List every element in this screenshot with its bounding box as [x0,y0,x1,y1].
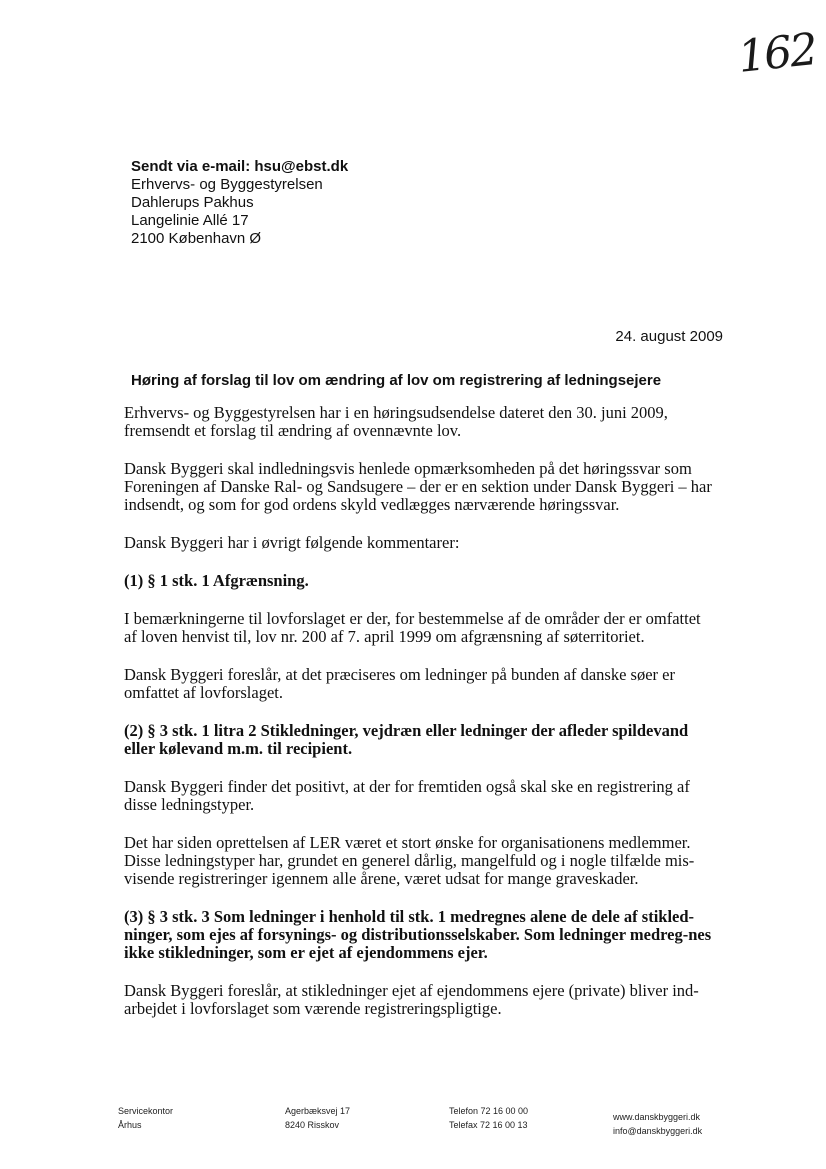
paragraph-section-1b: Dansk Byggeri foreslår, at det præciseres om ledninger på bunden af danske søer er omfattet af lovforslaget. [124,665,675,702]
footer-street: Agerbæksvej 17 [285,1106,351,1116]
footer-fax: Telefax 72 16 00 13 [449,1120,528,1130]
section-heading-2: (2) § 3 stk. 1 litra 2 Stikledninger, vejdræn eller ledninger der afleder spildevand eller kølevand m.m. til recipient. [124,721,689,758]
footer-office [118,1104,173,1132]
footer-office-city: Århus [118,1120,142,1130]
paragraph-comments-intro: Dansk Byggeri har i øvrigt følgende kommentarer: [124,533,460,552]
paragraph-section-2b: Det har siden oprettelsen af LER været et stort ønske for organisationens medlemmer. Disse ledningstyper har, grundet en generel dårlig, mangelfuld og i nogle tilfælde mis-visende registreringer igennem alle årene, været udsat for mange graveskader. [124,833,695,888]
recipient-address [131,158,348,248]
section-heading-3: (3) § 3 stk. 3 Som ledninger i henhold til stk. 1 medregnes alene de dele af stikled-ninger, som ejes af forsynings- og distributionsselskaber. Som ledninger medreg-nes ikke stikledninger, som er ejet af ejendommens ejer. [124,907,712,962]
letter-subject: Høring af forslag til lov om ændring af lov om registrering af ledningsejere [131,372,662,389]
footer-email-link[interactable]: info@danskbyggeri.dk [613,1126,703,1136]
footer-website-link[interactable]: www.danskbyggeri.dk [613,1112,701,1122]
footer-address [285,1104,350,1132]
letter-date: 24. august 2009 [615,328,723,345]
recipient-name: Erhvervs- og Byggestyrelsen [131,176,323,193]
email-line: Sendt via e-mail: hsu@ebst.dk [131,158,349,175]
footer-web-email [613,1110,702,1138]
recipient-city: 2100 København Ø [131,230,262,247]
handwritten-page-number: 162 [735,24,819,83]
recipient-building: Dahlerups Pakhus [131,194,254,211]
footer-phone-fax [449,1104,528,1132]
paragraph-section-2a: Dansk Byggeri finder det positivt, at der for fremtiden også skal ske en registrering af disse ledningstyper. [124,777,690,814]
recipient-street: Langelinie Allé 17 [131,212,249,229]
paragraph-section-3: Dansk Byggeri foreslår, at stikledninger ejet af ejendommens ejere (private) bliver ind-arbejdet i lovforslaget som værende registreringspligtige. [124,981,699,1018]
footer-office-label: Servicekontor [118,1106,174,1116]
paragraph-intro: Erhvervs- og Byggestyrelsen har i en høringsudsendelse dateret den 30. juni 2009, fremsendt et forslag til ændring af ovennævnte lov. [124,403,668,440]
paragraph-section-1a: I bemærkningerne til lovforslaget er der, for bestemmelse af de områder der er omfattet af loven henvist til, lov nr. 200 af 7. april 1999 om afgrænsning af søterritoriet. [124,609,701,646]
paragraph-reference: Dansk Byggeri skal indledningsvis henlede opmærksomheden på det høringssvar som Foreningen af Danske Ral- og Sandsugere – der er en sektion under Dansk Byggeri – har indsendt, og som for god ordens skyld vedlægges nærværende høringssvar. [124,459,712,514]
footer-phone: Telefon 72 16 00 00 [449,1106,529,1116]
section-heading-1: (1) § 1 stk. 1 Afgrænsning. [124,571,309,590]
footer-postcode: 8240 Risskov [285,1120,340,1130]
letter-body [124,404,714,1038]
